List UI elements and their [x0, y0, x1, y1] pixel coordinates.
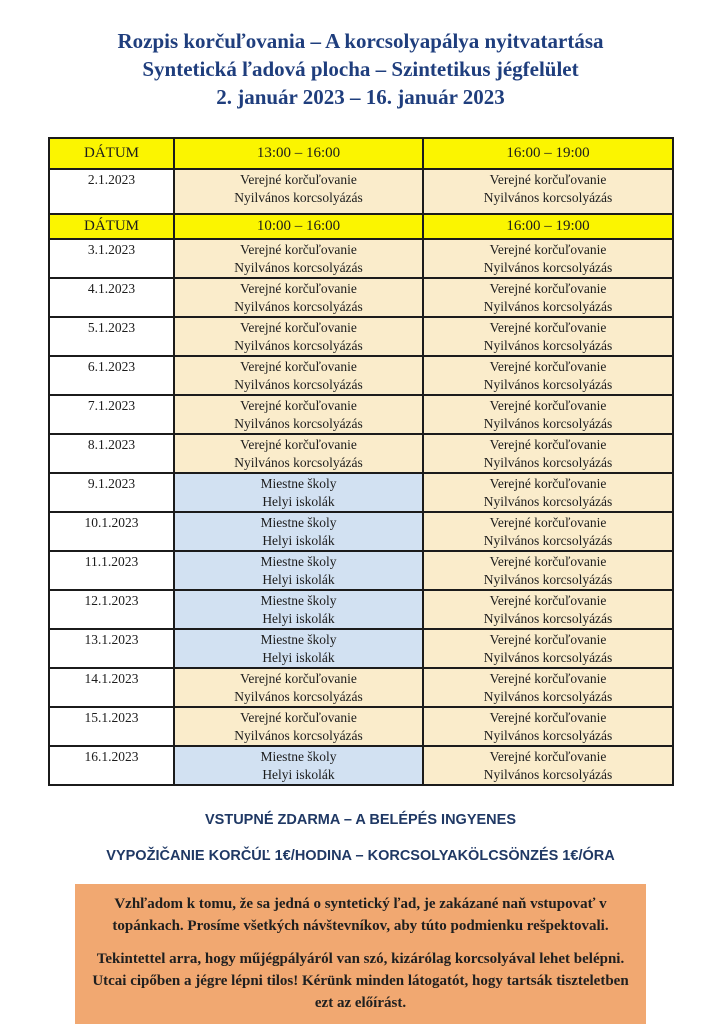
title-line-2: Syntetická ľadová plocha – Szintetikus jégfelület	[142, 57, 579, 81]
activity-cell	[174, 746, 423, 785]
activity-line-sk: Verejné korčuľovanie	[240, 437, 357, 452]
date-cell: 10.1.2023	[49, 512, 174, 551]
activity-line-hu: Helyi iskolák	[262, 533, 335, 548]
activity-line-hu: Helyi iskolák	[262, 650, 335, 665]
table-row	[49, 629, 673, 668]
activity-line-hu: Nyilvános korcsolyázás	[483, 611, 613, 626]
activity-cell	[423, 317, 673, 356]
table-row	[49, 512, 673, 551]
activity-cell	[174, 707, 423, 746]
notes-section	[0, 812, 721, 864]
activity-line-sk: Verejné korčuľovanie	[489, 281, 607, 296]
activity-line-hu: Nyilvános korcsolyázás	[234, 416, 363, 431]
title-line-3: 2. január 2023 – 16. január 2023	[216, 85, 505, 109]
date-cell: 6.1.2023	[49, 356, 174, 395]
activity-line-sk: Verejné korčuľovanie	[489, 710, 607, 725]
activity-line-hu: Helyi iskolák	[262, 767, 335, 782]
activity-line-hu: Nyilvános korcsolyázás	[234, 190, 363, 205]
activity-cell	[423, 239, 673, 278]
header-row	[49, 138, 673, 169]
activity-line-sk: Verejné korčuľovanie	[240, 359, 357, 374]
schedule-table-body	[49, 138, 673, 785]
date-cell: 9.1.2023	[49, 473, 174, 512]
activity-line-sk: Verejné korčuľovanie	[489, 593, 607, 608]
table-row	[49, 434, 673, 473]
rules-notice-box	[75, 884, 646, 1024]
activity-cell	[423, 551, 673, 590]
schedule-table	[48, 137, 674, 786]
notice-paragraph-hu: Tekintettel arra, hogy műjégpályáról van szó, kizárólag korcsolyával lehet belépni. Utcai cipőben a jégre lépni tilos! Kérünk minden látogatót, hogy tartsák tiszteletben ezt az előírást.	[92, 951, 629, 1011]
activity-line-hu: Nyilvános korcsolyázás	[483, 767, 613, 782]
activity-line-sk: Miestne školy	[260, 593, 337, 608]
activity-cell	[423, 512, 673, 551]
time-header-cell: 16:00 – 19:00	[423, 138, 673, 169]
activity-line-hu: Nyilvános korcsolyázás	[234, 260, 363, 275]
activity-line-hu: Nyilvános korcsolyázás	[234, 299, 363, 314]
activity-line-hu: Nyilvános korcsolyázás	[483, 650, 613, 665]
activity-line-hu: Nyilvános korcsolyázás	[234, 377, 363, 392]
table-row	[49, 668, 673, 707]
activity-line-sk: Verejné korčuľovanie	[489, 172, 607, 187]
activity-line-sk: Verejné korčuľovanie	[489, 359, 607, 374]
date-cell: 13.1.2023	[49, 629, 174, 668]
activity-line-sk: Miestne školy	[260, 476, 337, 491]
date-header-cell: DÁTUM	[49, 214, 174, 239]
date-cell: 8.1.2023	[49, 434, 174, 473]
table-row	[49, 746, 673, 785]
date-cell: 12.1.2023	[49, 590, 174, 629]
activity-line-hu: Helyi iskolák	[262, 611, 335, 626]
free-entry-note: VSTUPNÉ ZDARMA – A BELÉPÉS INGYENES	[205, 812, 516, 828]
activity-line-sk: Verejné korčuľovanie	[489, 437, 607, 452]
activity-cell	[423, 434, 673, 473]
activity-line-hu: Nyilvános korcsolyázás	[483, 728, 613, 743]
date-cell: 3.1.2023	[49, 239, 174, 278]
activity-line-hu: Nyilvános korcsolyázás	[483, 533, 613, 548]
activity-line-sk: Verejné korčuľovanie	[489, 671, 607, 686]
activity-cell	[423, 169, 673, 214]
activity-line-hu: Nyilvános korcsolyázás	[483, 338, 613, 353]
activity-cell	[423, 395, 673, 434]
title-line-1: Rozpis korčuľovania – A korcsolyapálya nyitvatartása	[117, 29, 604, 53]
activity-line-sk: Verejné korčuľovanie	[240, 710, 357, 725]
activity-cell	[174, 434, 423, 473]
activity-line-sk: Verejné korčuľovanie	[489, 554, 607, 569]
date-cell: 5.1.2023	[49, 317, 174, 356]
activity-line-sk: Verejné korčuľovanie	[489, 749, 607, 764]
activity-cell	[174, 356, 423, 395]
skate-rental-note: VYPOŽIČANIE KORČÚĽ 1€/HODINA – KORCSOLYAKÖLCSÖNZÉS 1€/ÓRA	[106, 848, 615, 864]
activity-line-hu: Helyi iskolák	[262, 572, 335, 587]
notice-paragraph-sk: Vzhľadom k tomu, že sa jedná o syntetický ľad, je zakázané naň vstupovať v topánkach. Prosíme všetkých návštevníkov, aby túto podmienku rešpektovali.	[112, 896, 609, 934]
activity-cell	[174, 395, 423, 434]
date-header-cell: DÁTUM	[49, 138, 174, 169]
activity-cell	[423, 746, 673, 785]
activity-line-sk: Verejné korčuľovanie	[240, 671, 357, 686]
activity-line-hu: Nyilvános korcsolyázás	[483, 190, 613, 205]
date-cell: 14.1.2023	[49, 668, 174, 707]
activity-line-hu: Nyilvános korcsolyázás	[483, 572, 613, 587]
activity-cell	[174, 629, 423, 668]
activity-line-hu: Nyilvános korcsolyázás	[483, 494, 613, 509]
activity-line-sk: Verejné korčuľovanie	[489, 398, 607, 413]
activity-cell	[174, 512, 423, 551]
activity-line-sk: Verejné korčuľovanie	[489, 476, 607, 491]
table-row	[49, 169, 673, 214]
activity-line-hu: Nyilvános korcsolyázás	[483, 455, 613, 470]
activity-line-hu: Helyi iskolák	[262, 494, 335, 509]
activity-line-hu: Nyilvános korcsolyázás	[234, 728, 363, 743]
activity-line-sk: Verejné korčuľovanie	[240, 398, 357, 413]
time-header-cell: 16:00 – 19:00	[423, 214, 673, 239]
activity-line-sk: Miestne školy	[260, 515, 337, 530]
time-header-cell: 10:00 – 16:00	[174, 214, 423, 239]
table-row	[49, 239, 673, 278]
table-row	[49, 590, 673, 629]
date-cell: 7.1.2023	[49, 395, 174, 434]
table-row	[49, 707, 673, 746]
activity-line-sk: Verejné korčuľovanie	[240, 281, 357, 296]
table-row	[49, 278, 673, 317]
activity-cell	[423, 278, 673, 317]
activity-line-sk: Verejné korčuľovanie	[240, 242, 357, 257]
activity-line-hu: Nyilvános korcsolyázás	[234, 338, 363, 353]
activity-line-sk: Miestne školy	[260, 632, 337, 647]
header-row	[49, 214, 673, 239]
date-cell: 16.1.2023	[49, 746, 174, 785]
activity-line-hu: Nyilvános korcsolyázás	[234, 689, 363, 704]
activity-line-hu: Nyilvános korcsolyázás	[483, 416, 613, 431]
activity-cell	[174, 239, 423, 278]
activity-cell	[174, 551, 423, 590]
activity-line-sk: Verejné korčuľovanie	[240, 172, 357, 187]
activity-line-sk: Verejné korčuľovanie	[489, 515, 607, 530]
date-cell: 15.1.2023	[49, 707, 174, 746]
activity-cell	[174, 668, 423, 707]
table-row	[49, 473, 673, 512]
activity-cell	[174, 590, 423, 629]
activity-cell	[423, 629, 673, 668]
activity-cell	[423, 356, 673, 395]
activity-cell	[174, 473, 423, 512]
activity-line-sk: Verejné korčuľovanie	[489, 242, 607, 257]
page-title	[0, 0, 721, 111]
time-header-cell: 13:00 – 16:00	[174, 138, 423, 169]
activity-cell	[174, 169, 423, 214]
table-row	[49, 395, 673, 434]
activity-line-hu: Nyilvános korcsolyázás	[483, 377, 613, 392]
activity-line-sk: Verejné korčuľovanie	[240, 320, 357, 335]
date-cell: 2.1.2023	[49, 169, 174, 214]
activity-cell	[423, 473, 673, 512]
activity-line-sk: Miestne školy	[260, 554, 337, 569]
activity-line-sk: Verejné korčuľovanie	[489, 632, 607, 647]
activity-line-sk: Miestne školy	[260, 749, 337, 764]
activity-cell	[174, 278, 423, 317]
activity-line-sk: Verejné korčuľovanie	[489, 320, 607, 335]
date-cell: 11.1.2023	[49, 551, 174, 590]
activity-cell	[174, 317, 423, 356]
table-row	[49, 317, 673, 356]
activity-line-hu: Nyilvános korcsolyázás	[483, 299, 613, 314]
activity-cell	[423, 707, 673, 746]
activity-line-hu: Nyilvános korcsolyázás	[234, 455, 363, 470]
activity-line-hu: Nyilvános korcsolyázás	[483, 260, 613, 275]
date-cell: 4.1.2023	[49, 278, 174, 317]
activity-line-hu: Nyilvános korcsolyázás	[483, 689, 613, 704]
table-row	[49, 356, 673, 395]
table-row	[49, 551, 673, 590]
activity-cell	[423, 668, 673, 707]
activity-cell	[423, 590, 673, 629]
